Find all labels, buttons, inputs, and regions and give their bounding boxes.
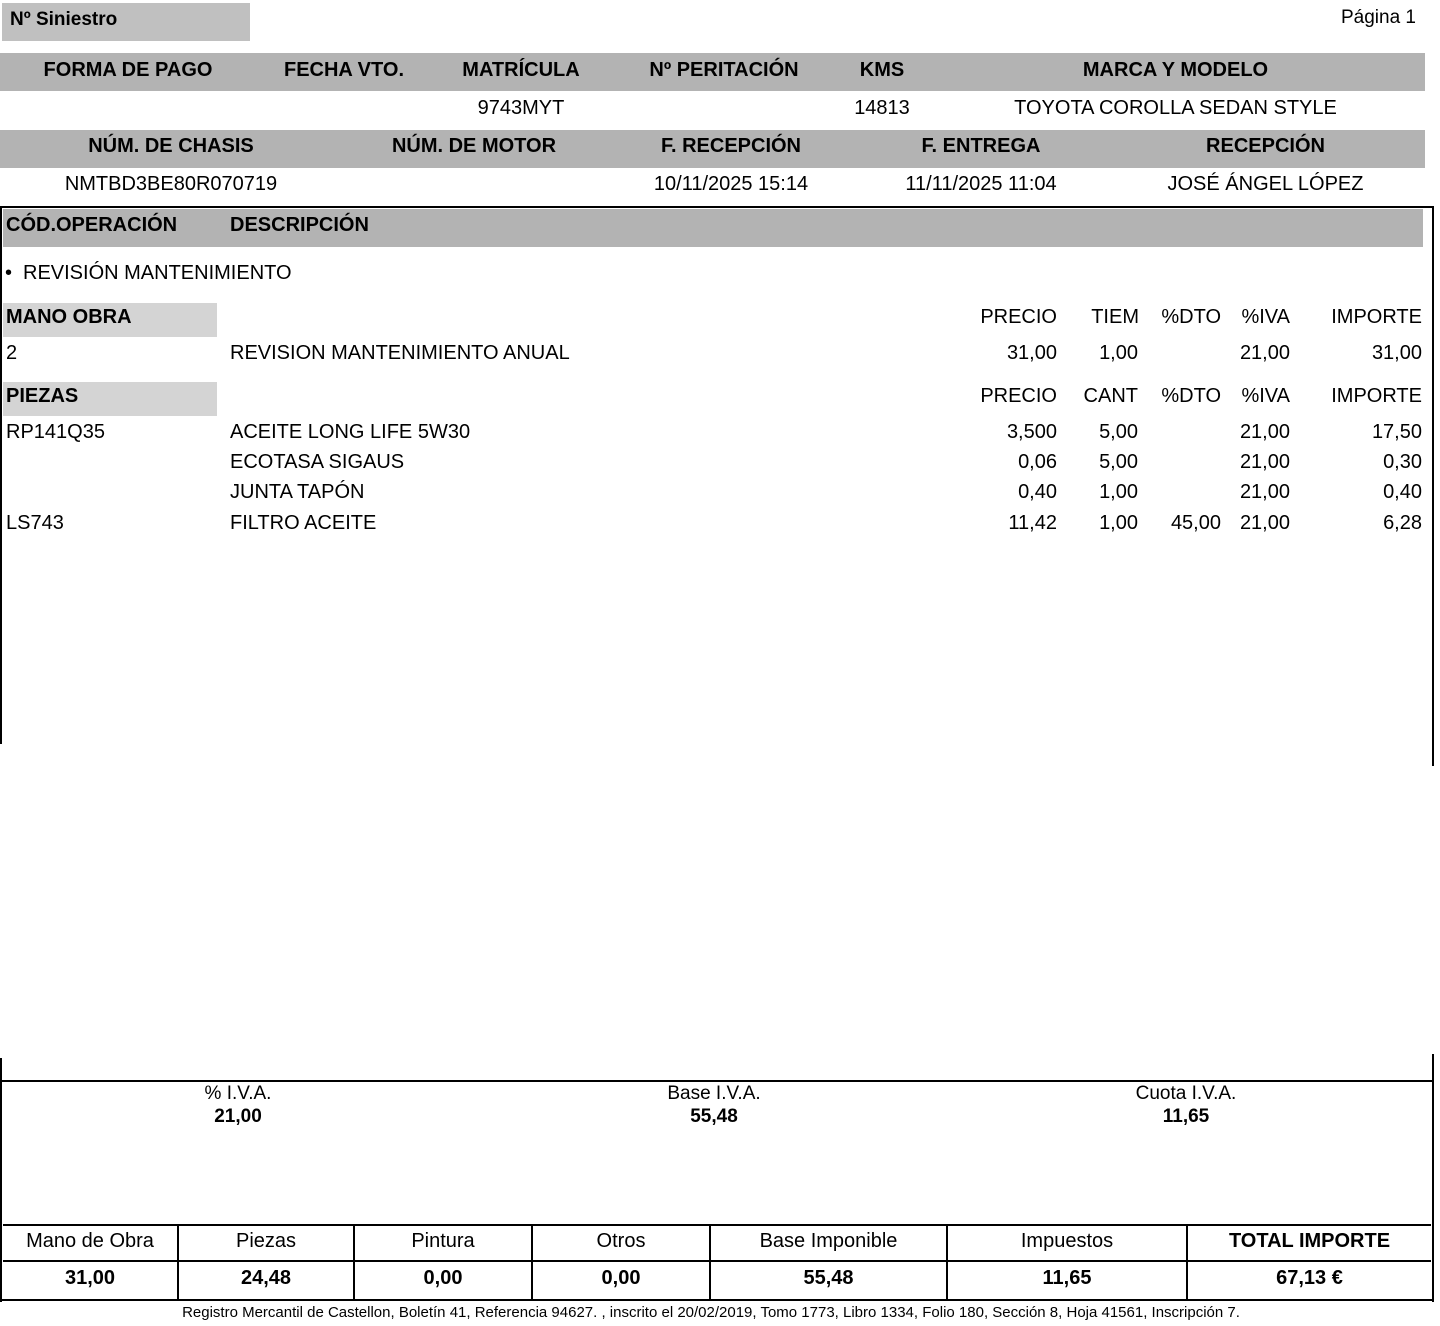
siniestro-label: Nº Siniestro bbox=[10, 9, 118, 30]
totals-mid-line bbox=[3, 1260, 1431, 1262]
parts-row-importe: 17,50 bbox=[1371, 421, 1422, 443]
reception-recepcion: JOSÉ ÁNGEL LÓPEZ bbox=[1167, 173, 1364, 195]
parts-col-precio: PRECIO bbox=[980, 385, 1057, 407]
totals-label-piezas: Piezas bbox=[235, 1230, 297, 1252]
vehicle-header-kms: KMS bbox=[859, 59, 905, 81]
reception-header-f-entrega: F. ENTREGA bbox=[921, 135, 1041, 157]
totals-value-pintura: 0,00 bbox=[423, 1267, 463, 1289]
parts-col-dto: %DTO bbox=[1161, 385, 1221, 407]
operations-header-band bbox=[3, 209, 1423, 247]
reception-f-entrega: 11/11/2025 11:04 bbox=[905, 173, 1057, 195]
totals-label-mano-obra: Mano de Obra bbox=[26, 1230, 154, 1252]
parts-row-iva: 21,00 bbox=[1239, 512, 1290, 534]
reception-f-recepcion: 10/11/2025 15:14 bbox=[653, 173, 809, 195]
reception-header-chasis: NÚM. DE CHASIS bbox=[88, 135, 254, 157]
totals-value-total-importe: 67,13 € bbox=[1276, 1267, 1343, 1289]
labor-row-desc: REVISION MANTENIMIENTO ANUAL bbox=[230, 342, 570, 364]
totals-label-otros: Otros bbox=[596, 1230, 646, 1252]
labor-row-code: 2 bbox=[6, 342, 18, 364]
parts-row-precio: 3,500 bbox=[1006, 421, 1057, 443]
parts-row-importe: 6,28 bbox=[1383, 512, 1422, 534]
labor-col-dto: %DTO bbox=[1161, 306, 1221, 328]
parts-row-precio: 0,06 bbox=[1018, 451, 1057, 473]
vat-pct-label: % I.V.A. bbox=[204, 1083, 272, 1104]
parts-row-importe: 0,30 bbox=[1383, 451, 1422, 473]
reception-header-recepcion: RECEPCIÓN bbox=[1206, 135, 1325, 157]
parts-row-precio: 0,40 bbox=[1018, 481, 1057, 503]
parts-row-desc: ACEITE LONG LIFE 5W30 bbox=[230, 421, 471, 443]
vat-base-label: Base I.V.A. bbox=[667, 1083, 761, 1104]
vehicle-header-matricula: MATRÍCULA bbox=[462, 59, 580, 81]
totals-label-impuestos: Impuestos bbox=[1020, 1230, 1114, 1252]
parts-row-desc: ECOTASA SIGAUS bbox=[230, 451, 405, 473]
parts-row-precio: 11,42 bbox=[1008, 512, 1057, 534]
totals-bottom-line bbox=[0, 1299, 1434, 1301]
labor-col-iva: %IVA bbox=[1241, 306, 1290, 328]
parts-row-importe: 0,40 bbox=[1383, 481, 1422, 503]
reception-header-motor: NÚM. DE MOTOR bbox=[391, 135, 557, 157]
parts-row-iva: 21,00 bbox=[1239, 481, 1290, 503]
vehicle-header-forma-pago: FORMA DE PAGO bbox=[43, 59, 213, 81]
page-number: Página 1 bbox=[1340, 7, 1416, 28]
totals-label-base-imponible: Base Imponible bbox=[759, 1230, 898, 1252]
totals-top-line bbox=[3, 1224, 1431, 1226]
labor-row-qty: 1,00 bbox=[1099, 342, 1138, 364]
vehicle-kms: 14813 bbox=[854, 97, 910, 119]
vehicle-header-peritacion: Nº PERITACIÓN bbox=[649, 59, 799, 81]
vehicle-header-marca-modelo: MARCA Y MODELO bbox=[1082, 59, 1269, 81]
summary-box-left bbox=[0, 1058, 2, 1302]
parts-col-iva: %IVA bbox=[1241, 385, 1290, 407]
labor-title: MANO OBRA bbox=[6, 306, 132, 328]
parts-row-qty: 5,00 bbox=[1099, 421, 1138, 443]
parts-row-qty: 1,00 bbox=[1099, 481, 1138, 503]
parts-row-desc: JUNTA TAPÓN bbox=[230, 481, 365, 503]
totals-value-impuestos: 11,65 bbox=[1042, 1267, 1092, 1289]
vat-pct-value: 21,00 bbox=[214, 1106, 262, 1127]
parts-row-qty: 1,00 bbox=[1099, 512, 1138, 534]
operations-box-top bbox=[0, 206, 1434, 208]
labor-col-precio: PRECIO bbox=[980, 306, 1057, 328]
parts-row-code: LS743 bbox=[6, 512, 64, 534]
reception-chasis: NMTBD3BE80R070719 bbox=[64, 173, 278, 195]
parts-row-iva: 21,00 bbox=[1239, 451, 1290, 473]
operations-box-right-upper bbox=[1432, 206, 1434, 766]
totals-label-total-importe: TOTAL IMPORTE bbox=[1228, 1230, 1391, 1252]
operations-header-code: CÓD.OPERACIÓN bbox=[6, 214, 178, 236]
vat-cuota-value: 11,65 bbox=[1162, 1106, 1210, 1127]
registry-footer: Registro Mercantil de Castellon, Boletín 41, Referencia 94627. , inscrito el 20/02/2019, Tomo 1773, Libro 1334, Folio 180, Sección 8, Hoja 41561, Inscripción 7. bbox=[182, 1304, 1240, 1321]
parts-row-dto: 45,00 bbox=[1170, 512, 1221, 534]
totals-value-otros: 0,00 bbox=[601, 1267, 641, 1289]
bullet-icon: • bbox=[5, 262, 13, 284]
parts-row-code: RP141Q35 bbox=[6, 421, 105, 443]
totals-label-pintura: Pintura bbox=[411, 1230, 475, 1252]
vat-base-value: 55,48 bbox=[690, 1106, 738, 1127]
siniestro-box bbox=[2, 3, 250, 41]
summary-box-right bbox=[1432, 1054, 1434, 1302]
totals-value-piezas: 24,48 bbox=[240, 1267, 292, 1289]
labor-row-iva: 21,00 bbox=[1239, 342, 1290, 364]
vehicle-marca-modelo: TOYOTA COROLLA SEDAN STYLE bbox=[1014, 97, 1337, 119]
labor-col-tiem: TIEM bbox=[1091, 306, 1139, 328]
parts-title: PIEZAS bbox=[6, 385, 79, 407]
vehicle-header-fecha-vto: FECHA VTO. bbox=[283, 59, 404, 81]
totals-value-mano-obra: 31,00 bbox=[64, 1267, 116, 1289]
parts-row-desc: FILTRO ACEITE bbox=[230, 512, 377, 534]
labor-row-precio: 31,00 bbox=[1006, 342, 1057, 364]
parts-row-qty: 5,00 bbox=[1099, 451, 1138, 473]
vehicle-matricula: 9743MYT bbox=[477, 97, 565, 119]
summary-divider bbox=[0, 1080, 1434, 1082]
operations-box-left-upper bbox=[0, 206, 2, 744]
labor-row-importe: 31,00 bbox=[1371, 342, 1422, 364]
operation-section-title: REVISIÓN MANTENIMIENTO bbox=[23, 262, 292, 284]
reception-header-f-recepcion: F. RECEPCIÓN bbox=[660, 135, 802, 157]
parts-row-iva: 21,00 bbox=[1239, 421, 1290, 443]
vat-cuota-label: Cuota I.V.A. bbox=[1135, 1083, 1237, 1104]
parts-col-cant: CANT bbox=[1083, 385, 1138, 407]
labor-col-importe: IMPORTE bbox=[1331, 306, 1422, 328]
totals-value-base-imponible: 55,48 bbox=[803, 1267, 854, 1289]
operations-header-desc: DESCRIPCIÓN bbox=[230, 214, 369, 236]
parts-col-importe: IMPORTE bbox=[1331, 385, 1422, 407]
